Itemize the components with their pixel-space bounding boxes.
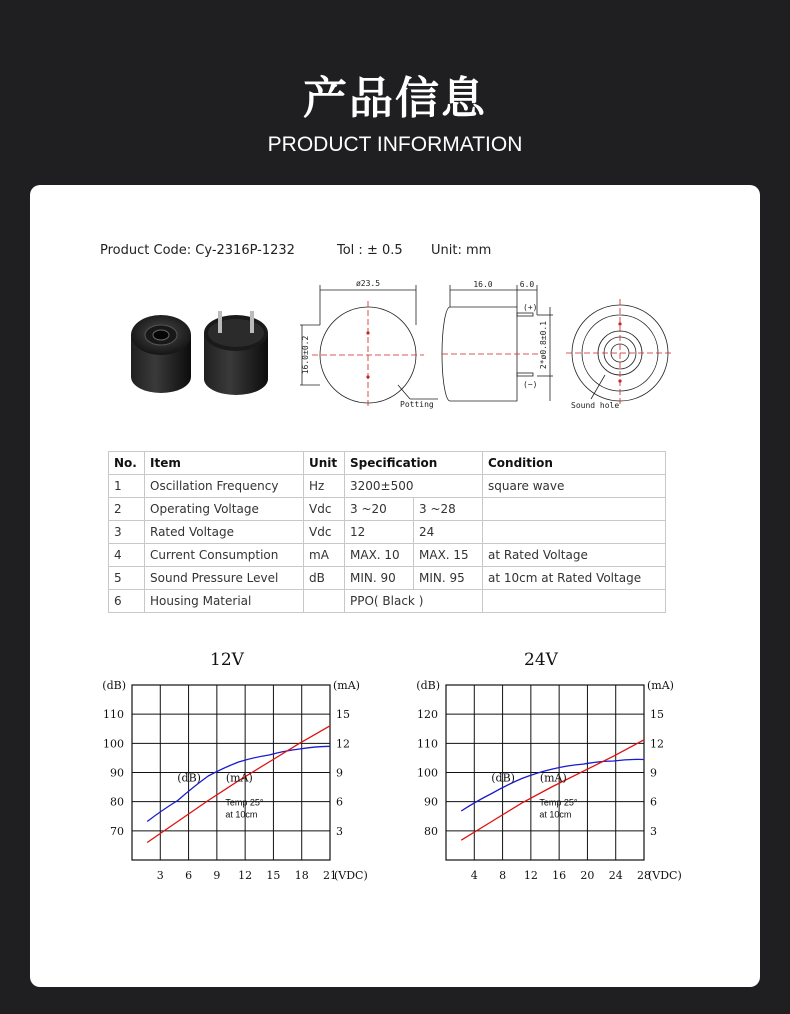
cell-spec-24v: 24 (414, 521, 483, 544)
chart-title: 12V (210, 650, 244, 670)
db-annotation: (dB) (177, 771, 201, 785)
cell-spec-24v: MIN. 95 (414, 567, 483, 590)
x-tick-label: 20 (580, 869, 595, 882)
cell-no: 6 (109, 590, 145, 613)
y-right-tick-label: 3 (650, 824, 657, 838)
cell-unit (304, 590, 345, 613)
chart-12v (92, 643, 382, 893)
y-right-tick-label: 6 (650, 795, 657, 809)
table-header-row (109, 452, 666, 475)
x-tick-label: 21 (323, 869, 337, 882)
header-no: No. (109, 452, 145, 475)
x-tick-label: 9 (213, 869, 221, 882)
pin-dim-label: 2*ø0.8±0.1 (539, 320, 548, 370)
x-axis-label: (VDC) (648, 869, 682, 882)
side-pin-label: 6.0 (519, 280, 535, 289)
cell-condition (483, 590, 666, 613)
y-left-tick-label: 90 (424, 795, 438, 809)
chart-24v (406, 643, 696, 893)
cell-spec-12v: 12 (345, 521, 414, 544)
cell-item: Rated Voltage (145, 521, 304, 544)
cell-condition (483, 498, 666, 521)
cell-unit: dB (304, 567, 345, 590)
unit-label: Unit: mm (431, 243, 492, 258)
y-left-tick-label: 100 (103, 737, 124, 751)
front-view-drawing (298, 277, 434, 412)
db-annotation: (dB) (491, 771, 515, 785)
cell-no: 5 (109, 567, 145, 590)
bottom-view-drawing (565, 277, 675, 412)
cell-item: Operating Voltage (145, 498, 304, 521)
distance-annotation: at 10cm (225, 809, 258, 820)
cell-unit: Hz (304, 475, 345, 498)
table-row (109, 567, 666, 590)
ma-annotation: (mA) (539, 771, 567, 785)
temp-annotation: Temp 25° (539, 797, 578, 808)
cell-spec-12v: MAX. 10 (345, 544, 414, 567)
y-right-tick-label: 9 (336, 766, 343, 780)
cell-unit: mA (304, 544, 345, 567)
potting-label: Potting (400, 400, 434, 409)
y-left-tick-label: 110 (417, 737, 438, 751)
y-left-tick-label: 110 (103, 708, 124, 722)
y-right-axis-label: (mA) (333, 679, 360, 692)
y-left-tick-label: 100 (417, 766, 438, 780)
x-tick-label: 18 (294, 869, 309, 882)
x-axis-label: (VDC) (334, 869, 368, 882)
cell-item: Oscillation Frequency (145, 475, 304, 498)
header-unit: Unit (304, 452, 345, 475)
cell-condition (483, 521, 666, 544)
cell-spec-12v: 3 ~20 (345, 498, 414, 521)
y-right-tick-label: 12 (336, 737, 350, 751)
x-tick-label: 4 (470, 869, 478, 882)
y-right-tick-label: 6 (336, 795, 343, 809)
cell-spec-24v: MAX. 15 (414, 544, 483, 567)
y-right-tick-label: 9 (650, 766, 657, 780)
page-title: 产品信息 (303, 73, 487, 124)
y-right-axis-label: (mA) (647, 679, 674, 692)
cell-spec: 3200±500 (345, 475, 483, 498)
cell-item: Housing Material (145, 590, 304, 613)
y-left-tick-label: 120 (417, 708, 438, 722)
side-view-drawing (440, 277, 560, 407)
cell-no: 2 (109, 498, 145, 521)
table-row (109, 544, 666, 567)
spec-table (108, 451, 666, 613)
cell-no: 3 (109, 521, 145, 544)
table-row (109, 590, 666, 613)
cell-no: 4 (109, 544, 145, 567)
cell-item: Current Consumption (145, 544, 304, 567)
x-tick-label: 8 (499, 869, 507, 882)
buzzer-photo (126, 305, 276, 405)
product-info-card (30, 185, 760, 987)
cell-spec: PPO( Black ) (345, 590, 483, 613)
y-left-axis-label: (dB) (416, 679, 440, 692)
cell-condition: at 10cm at Rated Voltage (483, 567, 666, 590)
y-right-tick-label: 15 (650, 708, 664, 722)
x-tick-label: 12 (523, 869, 538, 882)
y-left-tick-label: 80 (110, 795, 124, 809)
x-tick-label: 24 (608, 869, 623, 882)
plus-label: (+) (523, 303, 538, 312)
y-left-tick-label: 70 (110, 824, 124, 838)
front-diameter-label: ø23.5 (355, 279, 381, 288)
cell-condition: at Rated Voltage (483, 544, 666, 567)
y-right-tick-label: 12 (650, 737, 664, 751)
cell-no: 1 (109, 475, 145, 498)
y-right-tick-label: 3 (336, 824, 343, 838)
y-left-tick-label: 80 (424, 824, 438, 838)
temp-annotation: Temp 25° (225, 797, 264, 808)
chart-title: 24V (524, 650, 558, 670)
x-tick-label: 28 (637, 869, 651, 882)
ma-series-line (461, 740, 644, 840)
x-tick-label: 6 (185, 869, 193, 882)
cell-condition: square wave (483, 475, 666, 498)
page-subtitle: PRODUCT INFORMATION (267, 133, 523, 156)
x-tick-label: 16 (552, 869, 567, 882)
header-specification: Specification (345, 452, 483, 475)
table-row (109, 521, 666, 544)
cell-item: Sound Pressure Level (145, 567, 304, 590)
minus-label: (−) (523, 380, 538, 389)
side-body-label: 16.0 (473, 280, 493, 289)
y-left-tick-label: 90 (110, 766, 124, 780)
header-item: Item (145, 452, 304, 475)
y-right-tick-label: 15 (336, 708, 350, 722)
x-tick-label: 12 (238, 869, 253, 882)
cell-spec-12v: MIN. 90 (345, 567, 414, 590)
distance-annotation: at 10cm (539, 809, 572, 820)
table-row (109, 498, 666, 521)
tolerance: Tol : ± 0.5 (337, 243, 403, 258)
y-left-axis-label: (dB) (102, 679, 126, 692)
product-code: Product Code: Cy-2316P-1232 (100, 243, 295, 258)
sound-hole-label: Sound hole (571, 401, 620, 410)
front-height-label: 16.0±0.2 (301, 335, 310, 375)
table-row (109, 475, 666, 498)
header-condition: Condition (483, 452, 666, 475)
ma-annotation: (mA) (225, 771, 253, 785)
cell-spec-24v: 3 ~28 (414, 498, 483, 521)
x-tick-label: 3 (156, 869, 164, 882)
x-tick-label: 15 (266, 869, 281, 882)
cell-unit: Vdc (304, 521, 345, 544)
cell-unit: Vdc (304, 498, 345, 521)
